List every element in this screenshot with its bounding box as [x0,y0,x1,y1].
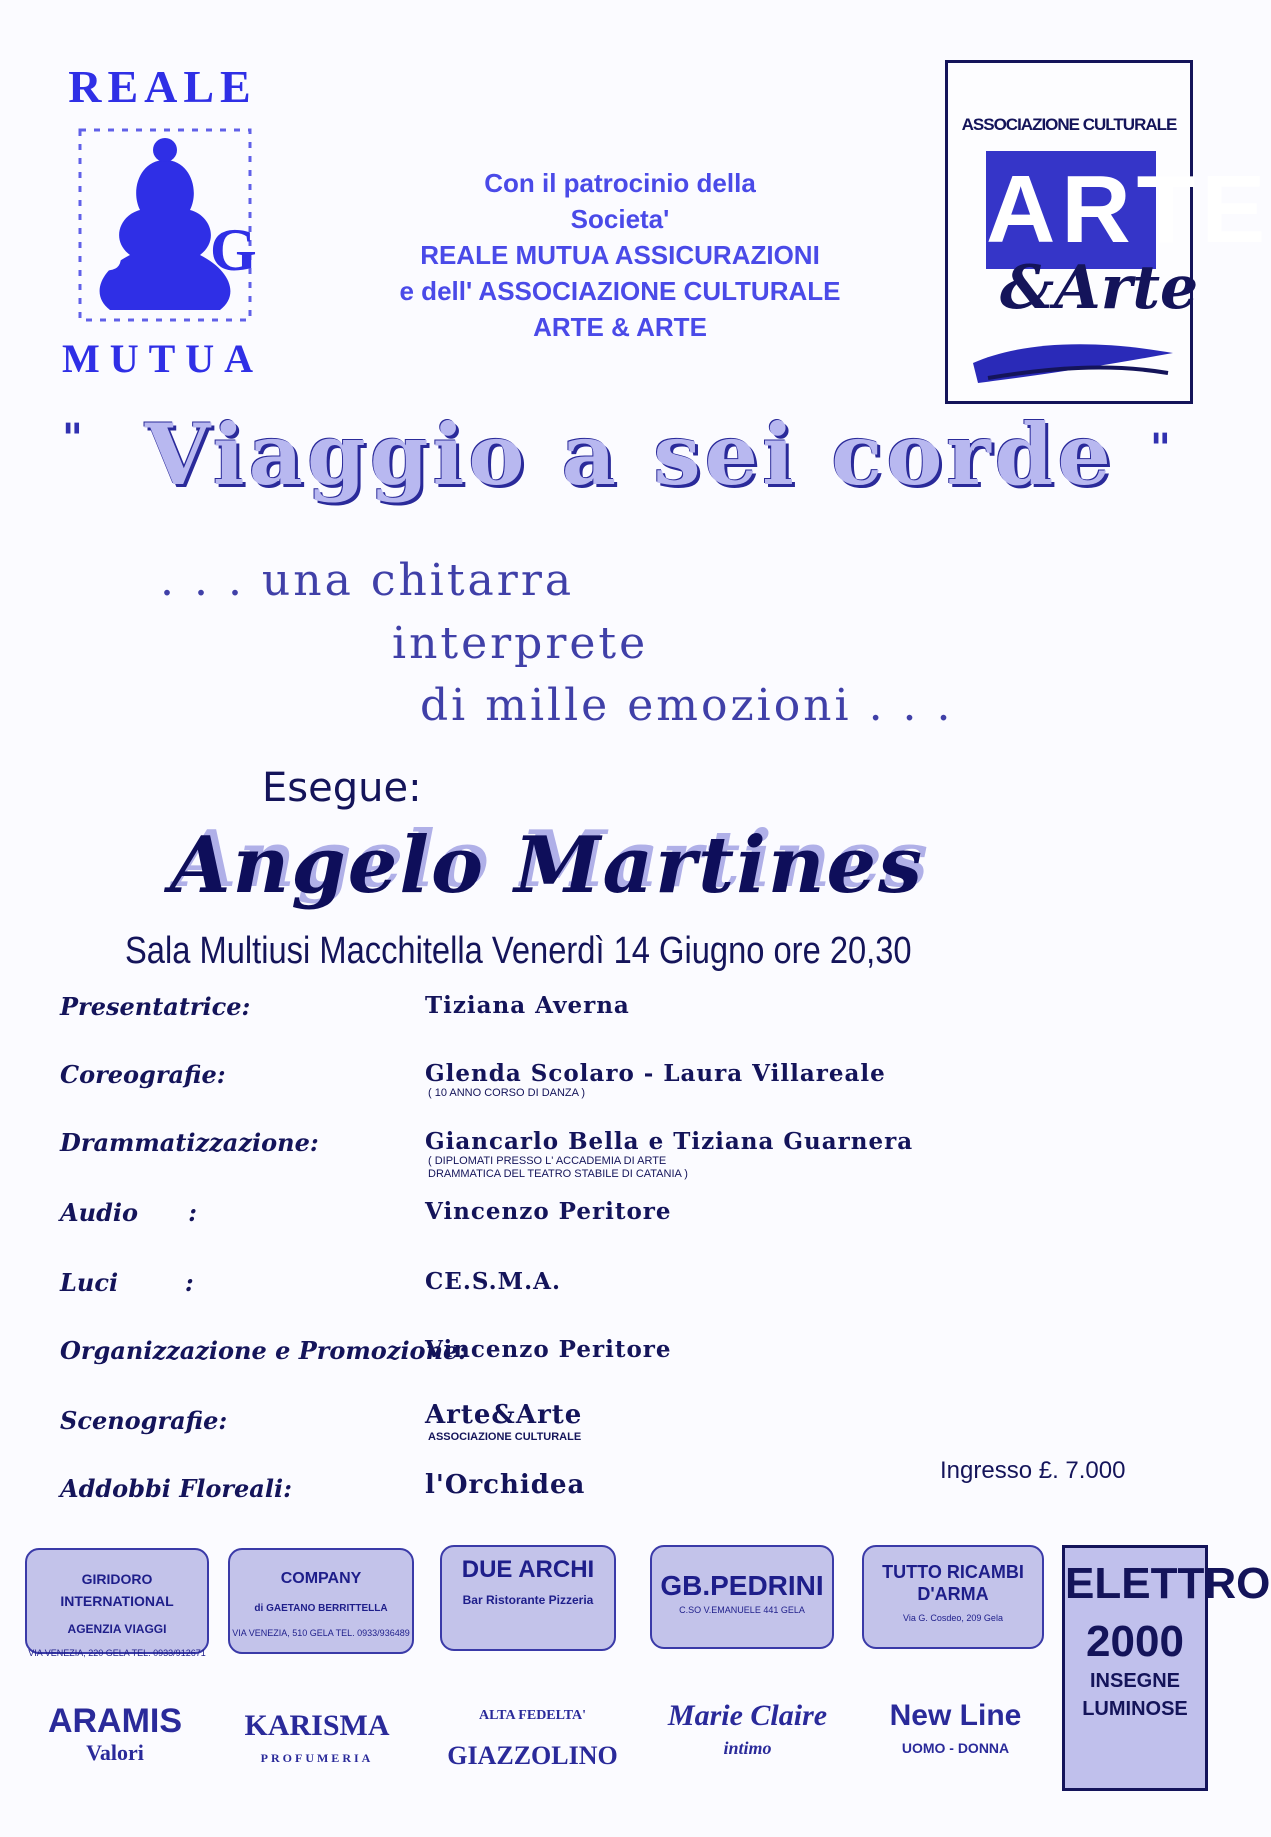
credit-value: Glenda Scolaro - Laura Villareale [425,1060,886,1087]
sponsor-detail: C.SO V.EMANUELE 441 GELA [679,1605,805,1615]
sponsor-name: GB.PEDRINI [660,1570,824,1601]
sponsor-logo [445,1700,620,1772]
credit-label: Addobbi Floreali: [60,1474,292,1503]
patronage-line: Societa' [570,204,670,234]
sponsor-elettro-2000 [1062,1545,1271,1791]
credit-note: ASSOCIAZIONE CULTURALE [428,1431,582,1443]
venue-line: Sala Multiusi Macchitella Venerdì 14 Giugno ore 20,30 [125,930,912,972]
arte-logo-word: ARTE [986,151,1156,269]
brush-stroke-icon [968,333,1178,393]
sponsor-sub: intimo [723,1738,772,1758]
sponsor-name: TUTTO RICAMBI D'ARMA [882,1562,1024,1604]
credit-value: Vincenzo Peritore [425,1198,672,1225]
credit-value: Tiziana Averna [425,992,630,1019]
sponsor-detail: VIA VENEZIA, 510 GELA TEL. 0933/936489 [232,1628,410,1638]
sponsor-name: GIRIDORO INTERNATIONAL [60,1571,174,1609]
patronage-line: ARTE & ARTE [533,312,707,342]
sponsor-sub: Valori [86,1740,144,1765]
credit-value: l'Orchidea [425,1470,586,1500]
sponsor-name: COMPANY [280,1570,362,1587]
sponsor-logo [30,1702,200,1769]
credit-value: Vincenzo Peritore [425,1336,672,1363]
sponsor-detail: VIA VENEZIA, 220 GELA TEL. 0933/912671 [28,1648,206,1658]
sponsor-name: ALTA FEDELTA' [479,1708,586,1723]
arte-logo-caption: ASSOCIAZIONE CULTURALE [961,115,1177,134]
sponsor-card [25,1548,209,1658]
sponsor-name: KARISMA [244,1709,390,1742]
sponsor-card [862,1545,1044,1649]
sponsor-name: DUE ARCHI [461,1556,595,1583]
arte-e-arte-logo [945,60,1271,404]
reale-emblem-icon [60,120,270,330]
credit-label: Presentatrice: [60,992,251,1021]
sponsor-logo [232,1710,402,1774]
credit-label: Drammatizzazione: [60,1128,319,1157]
sponsor-sub: INSEGNE [1089,1670,1181,1692]
sponsor-sub: LUMINOSE [1082,1698,1188,1720]
ticket-price: Ingresso £. 7.000 [940,1457,1126,1484]
credit-value: CE.S.M.A. [425,1268,561,1295]
arte-logo-script: &Arte [1000,253,1199,323]
credit-value: Arte&Arte [425,1400,583,1430]
sponsor-card [440,1545,616,1651]
sponsor-name: Marie Claire [667,1699,828,1732]
patronage-line: Con il patrocinio della [484,168,756,198]
credit-label: Audio : [60,1198,197,1227]
reale-logo-top-text: REALE [68,61,257,112]
sponsor-card [228,1548,414,1654]
credit-note: ( DIPLOMATI PRESSO L' ACCADEMIA DI ARTE [428,1155,667,1167]
sponsor-number: 2000 [1086,1617,1184,1666]
credit-value: Giancarlo Bella e Tiziana Guarnera [425,1128,914,1155]
sponsor-name: ARAMIS [47,1702,183,1740]
credit-label: Organizzazione e Promozione: [60,1336,468,1365]
svg-text:G: G [210,217,257,283]
sponsor-logo [660,1700,835,1764]
sponsor-detail: Via G. Cosdeo, 209 Gela [903,1613,1003,1623]
patronage-line: REALE MUTUA ASSICURAZIONI [420,240,820,270]
performer-label: Esegue: [262,765,422,811]
sponsor-sub: PROFUMERIA [260,1751,374,1765]
sponsor-sub: Bar Ristorante Pizzeria [462,1593,594,1607]
credit-label: Scenografie: [60,1406,228,1435]
reale-mutua-logo [40,60,285,390]
title-open-quote: " [62,415,83,462]
sponsor-card [650,1545,834,1649]
subtitle-line: di mille emozioni . . . [420,680,954,731]
performer-name: Angelo Martines [170,820,925,911]
sponsor-name: ELETTRO [1065,1559,1271,1608]
title-close-quote: " [1150,425,1171,472]
patronage-text [350,165,890,345]
patronage-line: e dell' ASSOCIAZIONE CULTURALE [399,276,841,306]
subtitle-line: . . . una chitarra [160,555,575,606]
credit-label: Coreografie: [60,1060,226,1089]
page-title: Viaggio a sei corde [145,405,1115,504]
reale-logo-bottom-text: MUTUA [61,336,264,381]
sponsor-name: New Line [889,1699,1022,1732]
subtitle-line: interprete [392,618,649,669]
svg-text:S: S [90,217,124,283]
credit-label: Luci : [60,1268,194,1297]
credit-note: DRAMMATICA DEL TEATRO STABILE DI CATANIA ) [428,1168,688,1180]
sponsor-sub: di GAETANO BERRITTELLA [254,1603,388,1614]
credit-note: ( 10 ANNO CORSO DI DANZA ) [428,1087,586,1099]
sponsor-sub: AGENZIA VIAGGI [67,1622,167,1636]
sponsor-logo [868,1700,1043,1764]
sponsor-sub: UOMO - DONNA [901,1740,1010,1756]
sponsor-sub: GIAZZOLINO [447,1741,618,1770]
